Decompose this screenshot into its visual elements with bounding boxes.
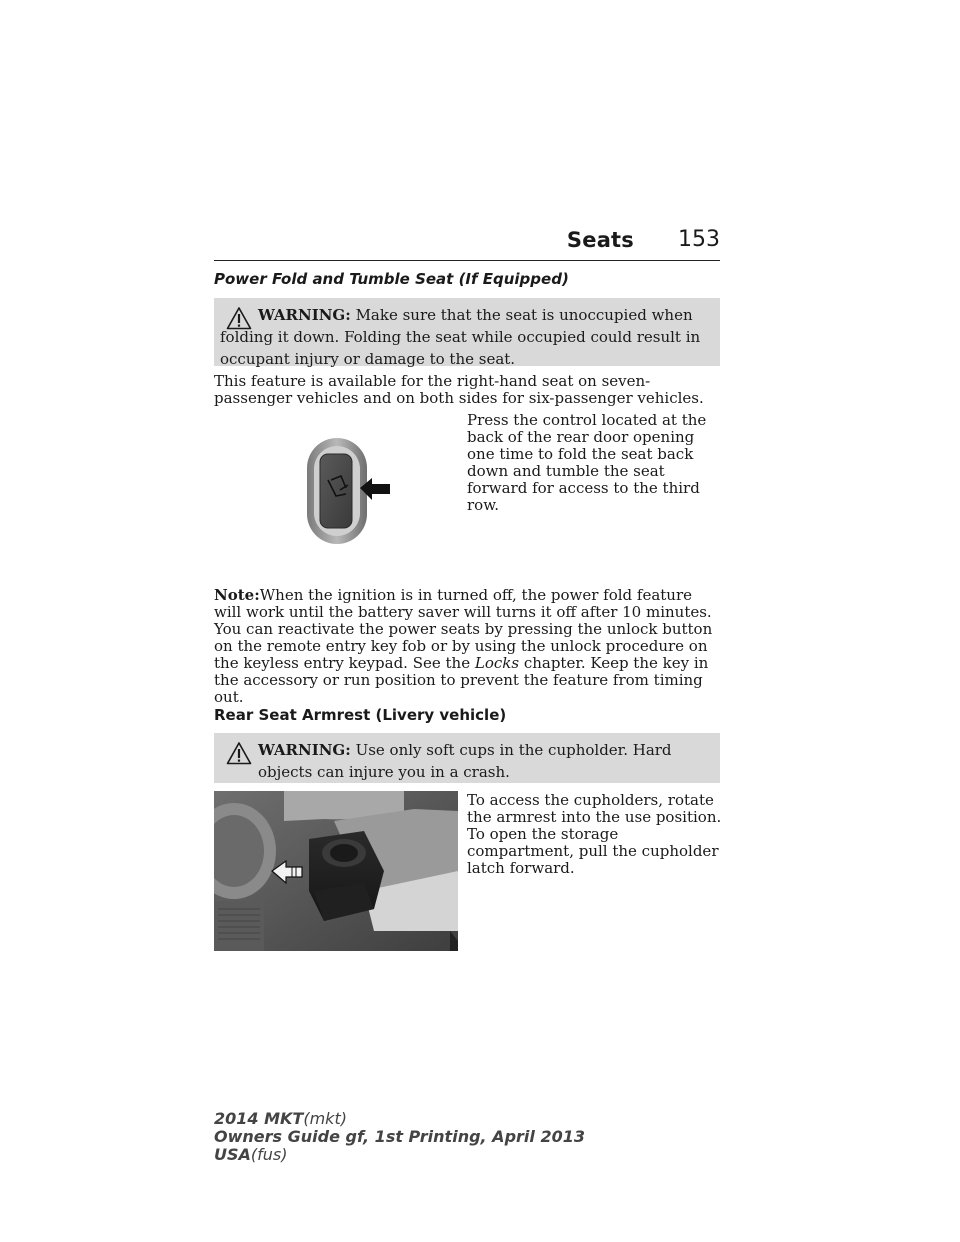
note-text-1: When the ignition is in turned off, the power fold feature will work until the battery saver will turns it off after 10 minutes. You can reactivate the power seats by pressing the unlock button on the remote entry key fob or by using the unlock procedure on the keyless entry keypad. See the bbox=[214, 586, 713, 672]
warning-box-cupholder bbox=[214, 733, 720, 783]
section-title-power-fold: Power Fold and Tumble Seat (If Equipped) bbox=[214, 270, 569, 288]
feature-description: This feature is available for the right-hand seat on seven-passenger vehicles and on both sides for six-passenger vehicles. bbox=[214, 372, 704, 407]
cupholder-instruction: To access the cupholders, rotate the armrest into the use position. To open the storage compartment, pull the cupholder latch forward. bbox=[467, 791, 722, 877]
fold-instruction: Press the control located at the back of the rear door opening one time to fold the seat back down and tumble the seat forward for access to the third row. bbox=[467, 411, 707, 514]
seat-control-illustration bbox=[300, 432, 400, 548]
section-title-armrest: Rear Seat Armrest (Livery vehicle) bbox=[214, 706, 507, 724]
footer-market: USA bbox=[214, 1145, 251, 1164]
warning-label: WARNING: bbox=[258, 306, 351, 324]
footer-market-code: (fus) bbox=[250, 1145, 288, 1164]
warning-triangle-icon bbox=[226, 306, 252, 330]
note-paragraph bbox=[214, 587, 720, 706]
chapter-title: Seats bbox=[566, 228, 634, 252]
warning-text: Make sure that the seat is unoccupied when folding it down. Folding the seat while occupied could result in occupant injury or damage to the seat. bbox=[220, 306, 701, 368]
footer-guide: Owners Guide gf, 1st Printing, April 2013 bbox=[214, 1127, 585, 1146]
note-text-2: chapter. Keep the key in the accessory or run position to prevent the feature from timing out. bbox=[214, 654, 709, 706]
warning-label: WARNING: bbox=[258, 741, 351, 759]
warning-text: Use only soft cups in the cupholder. Hard objects can injure you in a crash. bbox=[258, 741, 672, 781]
footer-model-code: (mkt) bbox=[303, 1109, 347, 1128]
page-header bbox=[214, 226, 720, 261]
note-label: Note: bbox=[214, 586, 260, 604]
footer-model: 2014 MKT bbox=[214, 1109, 304, 1128]
armrest-photo bbox=[214, 791, 458, 951]
warning-box-seat bbox=[214, 298, 720, 366]
page-number: 153 bbox=[678, 227, 720, 252]
page-footer bbox=[214, 1110, 585, 1164]
warning-triangle-icon bbox=[226, 741, 252, 765]
locks-chapter-link[interactable]: Locks bbox=[474, 654, 520, 672]
